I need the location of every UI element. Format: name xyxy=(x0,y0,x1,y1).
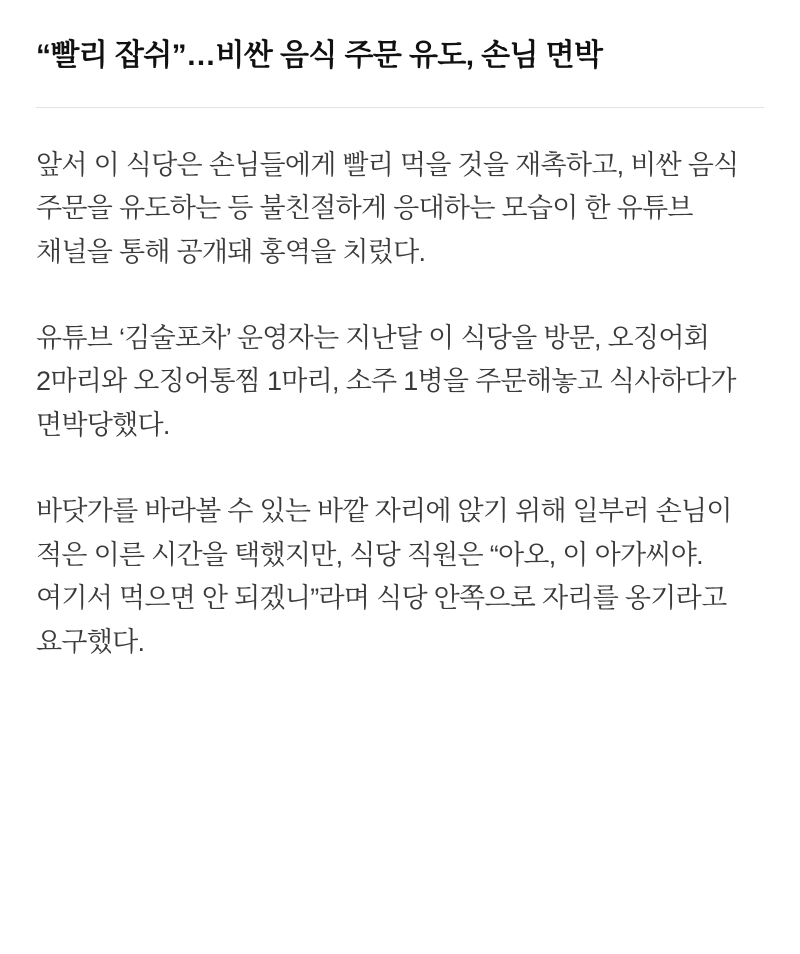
article-paragraph: 유튜브 ‘김술포차’ 운영자는 지난달 이 식당을 방문, 오징어회 2마리와 오징어통찜 1마리, 소주 1병을 주문해놓고 식사하다가 면박당했다. xyxy=(36,322,736,441)
page-title: “빨리 잡쉬”…비싼 음식 주문 유도, 손님 면박 xyxy=(36,39,603,72)
article-paragraph: 앞서 이 식당은 손님들에게 빨리 먹을 것을 재촉하고, 비싼 음식 주문을 유도하는 등 불친절하게 응대하는 모습이 한 유튜브 채널을 통해 공개돼 홍역을 치렀다. xyxy=(36,149,739,267)
title-divider xyxy=(36,107,764,108)
article-body xyxy=(36,144,764,665)
article-paragraph: 바닷가를 바라볼 수 있는 바깥 자리에 앉기 위해 일부러 손님이 적은 이른 시간을 택했지만, 식당 직원은 “아오, 이 아가씨야. 여기서 먹으면 안 되겠니”라며 식당 안쪽으로 자리를 옹기라고 요구했다. xyxy=(36,495,732,658)
